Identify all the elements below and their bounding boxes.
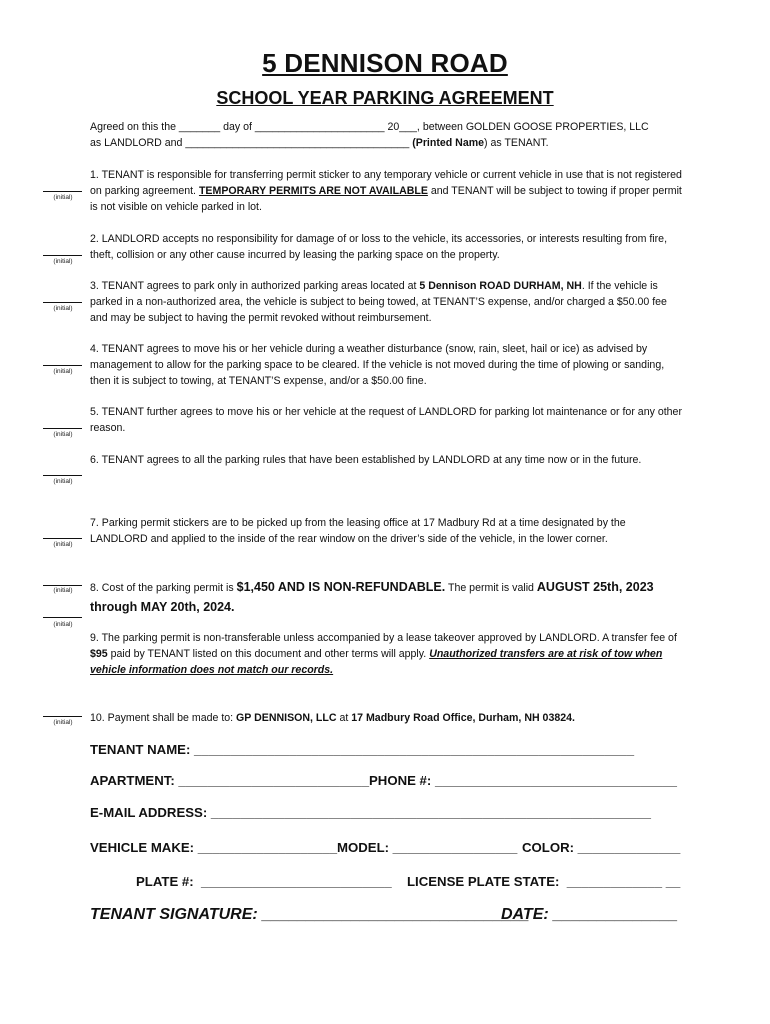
permit-valid-dates: AUGUST 25th, 2023 through MAY 20th, 2024. (90, 580, 654, 614)
clause-8-text-mid: The permit is valid (445, 582, 537, 594)
vehicle-make-field[interactable]: VEHICLE MAKE: ___________________ (90, 840, 338, 855)
intro-line-1: Agreed on this the _______ day of ______________________ 20___, between GOLDEN GOOSE PROPERTIES, LLC (90, 121, 649, 133)
initial-label-7: (initial) (53, 541, 73, 548)
clause-9 (90, 630, 682, 678)
clause-9-text-mid: paid by TENANT listed on this document and other terms will apply. (107, 648, 430, 660)
initial-line-1[interactable] (43, 191, 82, 192)
license-plate-state-field[interactable]: LICENSE PLATE STATE: _____________ __ (407, 874, 681, 889)
initial-label-5: (initial) (53, 431, 73, 438)
clause-6: 6. TENANT agrees to all the parking rules that have been established by LANDLORD at any time now or in the future. (90, 454, 642, 466)
clause-3 (90, 278, 682, 326)
apartment-field[interactable]: APARTMENT: __________________________ (90, 773, 370, 788)
clause-10-text: 10. Payment shall be made to: (90, 712, 237, 724)
payee-name: GP DENNISON, LLC (236, 712, 337, 724)
initial-label-9: (initial) (53, 621, 73, 628)
vehicle-color-field[interactable]: COLOR: ______________ (522, 840, 681, 855)
vehicle-model-field[interactable]: MODEL: _________________ (337, 840, 518, 855)
phone-field[interactable]: PHONE #: _________________________________ (369, 773, 677, 788)
signature-date-field[interactable]: DATE: ______________ (501, 906, 678, 923)
clause-8 (90, 578, 682, 618)
initial-line-6[interactable] (43, 475, 82, 476)
clause-7: 7. Parking permit stickers are to be picked up from the leasing office at 17 Madbury Rd at a time designated by the LANDLORD and applied to the inside of the rear window on the driver’s side of the vehicle, in the lower corner. (90, 517, 626, 545)
clause-10 (90, 710, 682, 726)
page-title: 5 DENNISON ROAD (262, 48, 508, 78)
clause-3-text-end: . If the vehicle is parked in a non-authorized area, the vehicle is subject to being towed, at TENANT’S expense, and/or charged a $50.00 fee and may be subject to having the permit revoked without reimbursement. (90, 280, 667, 324)
transfer-fee: $95 (90, 648, 108, 660)
payment-address: 17 Madbury Road Office, Durham, NH 03824. (351, 712, 575, 724)
initial-label-6: (initial) (53, 478, 73, 485)
clause-3-location: 5 Dennison ROAD DURHAM, NH (419, 280, 582, 292)
clause-1-emphasis: TEMPORARY PERMITS ARE NOT AVAILABLE (198, 185, 428, 197)
email-field[interactable]: E-MAIL ADDRESS: ____________________________________________________________ (90, 805, 651, 820)
clause-9-text: 9. The parking permit is non-transferable unless accompanied by a lease takeover approved by LANDLORD. A transfer fee of (90, 632, 677, 644)
initial-line-9[interactable] (43, 617, 82, 618)
clause-5: 5. TENANT further agrees to move his or her vehicle at the request of LANDLORD for parking lot maintenance or for any other reason. (90, 406, 682, 434)
initial-label-8: (initial) (53, 587, 73, 594)
clause-1-text-end: and TENANT will be subject to towing if proper permit is not visible on vehicle parked in lot. (90, 185, 682, 213)
initial-line-7[interactable] (43, 538, 82, 539)
initial-label-2: (initial) (53, 258, 73, 265)
tenant-name-field[interactable]: TENANT NAME: ____________________________________________________________ (90, 742, 635, 757)
initial-label-10: (initial) (53, 719, 73, 726)
clause-1-text: 1. TENANT is responsible for transferring permit sticker to any temporary vehicle or current vehicle in use that is not registered on parking agreement. (90, 169, 682, 197)
page-subtitle: SCHOOL YEAR PARKING AGREEMENT (216, 88, 554, 108)
clause-4: 4. TENANT agrees to move his or her vehicle during a weather disturbance (snow, rain, sleet, hail or ice) as advised by management to allow for the parking space to be cleared. If the vehicle is not moved during the time of plowing or sanding, then it is subject to towing, at TENANT’S expense, and/or a $50.00 fine. (90, 343, 665, 387)
initial-label-3: (initial) (53, 305, 73, 312)
initial-label-4: (initial) (53, 368, 73, 375)
intro-landlord-text: as LANDLORD and ______________________________________ (90, 137, 413, 149)
initial-line-3[interactable] (43, 302, 82, 303)
initial-line-8[interactable] (43, 585, 82, 586)
clause-2: 2. LANDLORD accepts no responsibility for damage of or loss to the vehicle, its accessories, or interests resulting from fire, theft, collision or any other cause incurred by leasing the parking space on the property. (90, 233, 668, 261)
initial-line-10[interactable] (43, 716, 82, 717)
intro-tenant-text: ) as TENANT. (484, 137, 549, 149)
intro-line-2 (90, 135, 690, 151)
permit-price: $1,450 AND IS NON-REFUNDABLE. (236, 580, 446, 594)
clause-10-text-mid: at (336, 712, 352, 724)
tenant-signature-field[interactable]: TENANT SIGNATURE: ______________________________ (90, 906, 530, 923)
clause-3-text: 3. TENANT agrees to park only in authorized parking areas located at (90, 280, 420, 292)
initial-line-5[interactable] (43, 428, 82, 429)
initial-line-2[interactable] (43, 255, 82, 256)
transfer-warning: Unauthorized transfers are at risk of tow when vehicle information does not match our records. (90, 648, 663, 676)
clause-8-text: 8. Cost of the parking permit is (90, 582, 237, 594)
clause-1 (90, 167, 682, 215)
agreement-intro (90, 119, 690, 151)
plate-number-field[interactable]: PLATE #: __________________________ (136, 874, 392, 889)
initial-label-1: (initial) (53, 194, 73, 201)
initial-line-4[interactable] (43, 365, 82, 366)
printed-name-label: (Printed Name (412, 137, 485, 149)
